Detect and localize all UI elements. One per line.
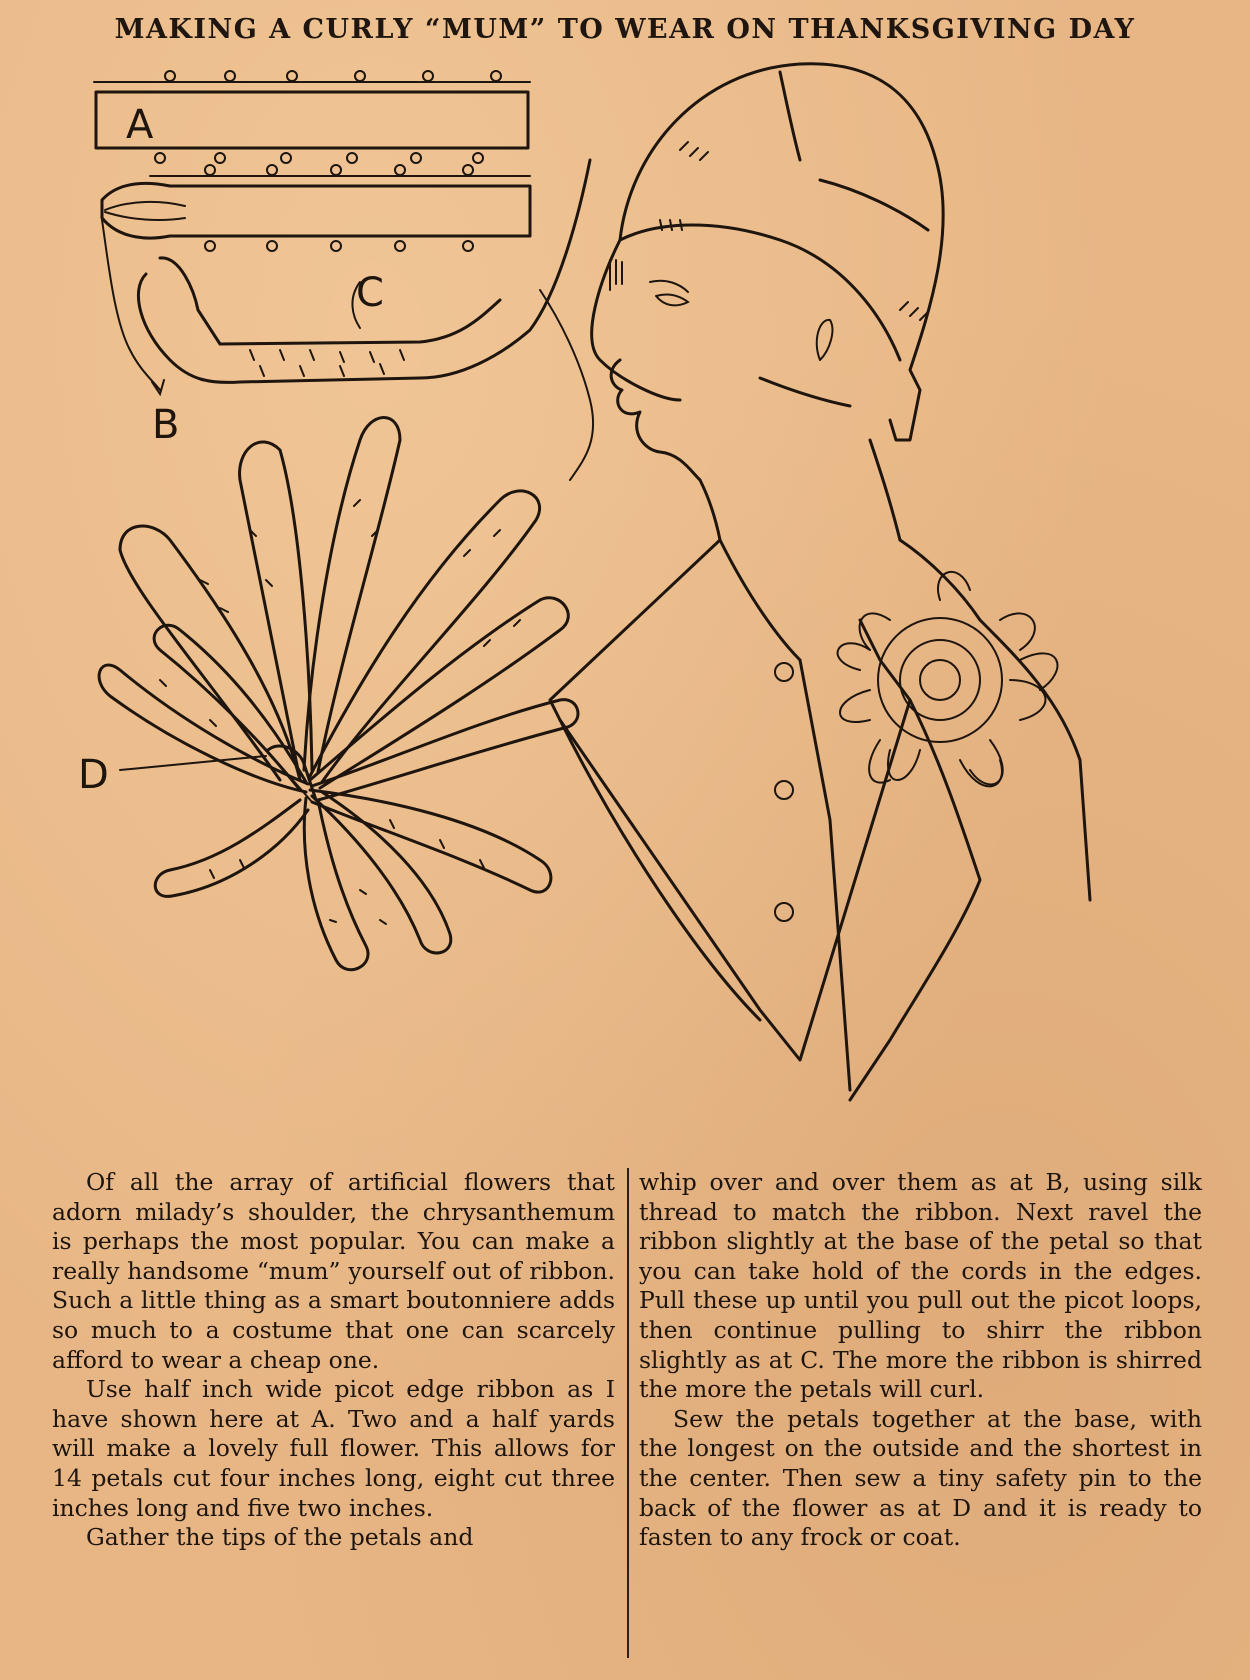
page-title: MAKING A CURLY “MUM” TO WEAR ON THANKSGIVING DAY [114,14,1136,45]
paragraph: whip over and over them as at B, using silk thread to match the ribbon. Next ravel the ribbon slightly at the base of the petal so that you can take hold of the cords in the edges. Pull these up until you pull out the picot loops, then continue pulling to shirr the ribbon slightly as at C. The more the ribbon is shirred the more the petals will curl. [639,1168,1202,1404]
article-left-column [52,1168,615,1658]
label-b: B [152,402,180,448]
paragraph: Gather the tips of the petals and [86,1523,474,1552]
column-divider [627,1168,629,1658]
paragraph: Of all the array of artificial flowers that adorn milady’s shoulder, the chrysanthemum is perhaps the most popular. You can make a really handsome “mum” yourself out of ribbon. Such a little thing as a smart boutonniere adds so much to a costume that one can scarcely afford to wear a cheap one. [52,1168,615,1374]
chrysanthemum-detail [78,418,578,970]
label-c: C [356,270,384,316]
ribbon-b-diagram [102,165,530,448]
ribbon-c-diagram [138,160,593,480]
article [52,1168,1202,1658]
ribbon-a-diagram [94,71,530,163]
illustration [60,60,1190,1150]
paragraph: Sew the petals together at the base, with the longest on the outside and the shortest in the center. Then sew a tiny safety pin to the back of the flower as at D and it is ready to fasten to any frock or coat. [639,1404,1202,1552]
label-d: D [78,752,109,798]
woman-figure [550,64,1090,1100]
article-right-column [639,1168,1202,1658]
paragraph: Use half inch wide picot edge ribbon as I have shown here at A. Two and a half yards will make a lovely full flower. This allows for 14 petals cut four inches long, eight cut three inches long and five two inches. [52,1375,615,1522]
label-a: A [126,102,154,148]
